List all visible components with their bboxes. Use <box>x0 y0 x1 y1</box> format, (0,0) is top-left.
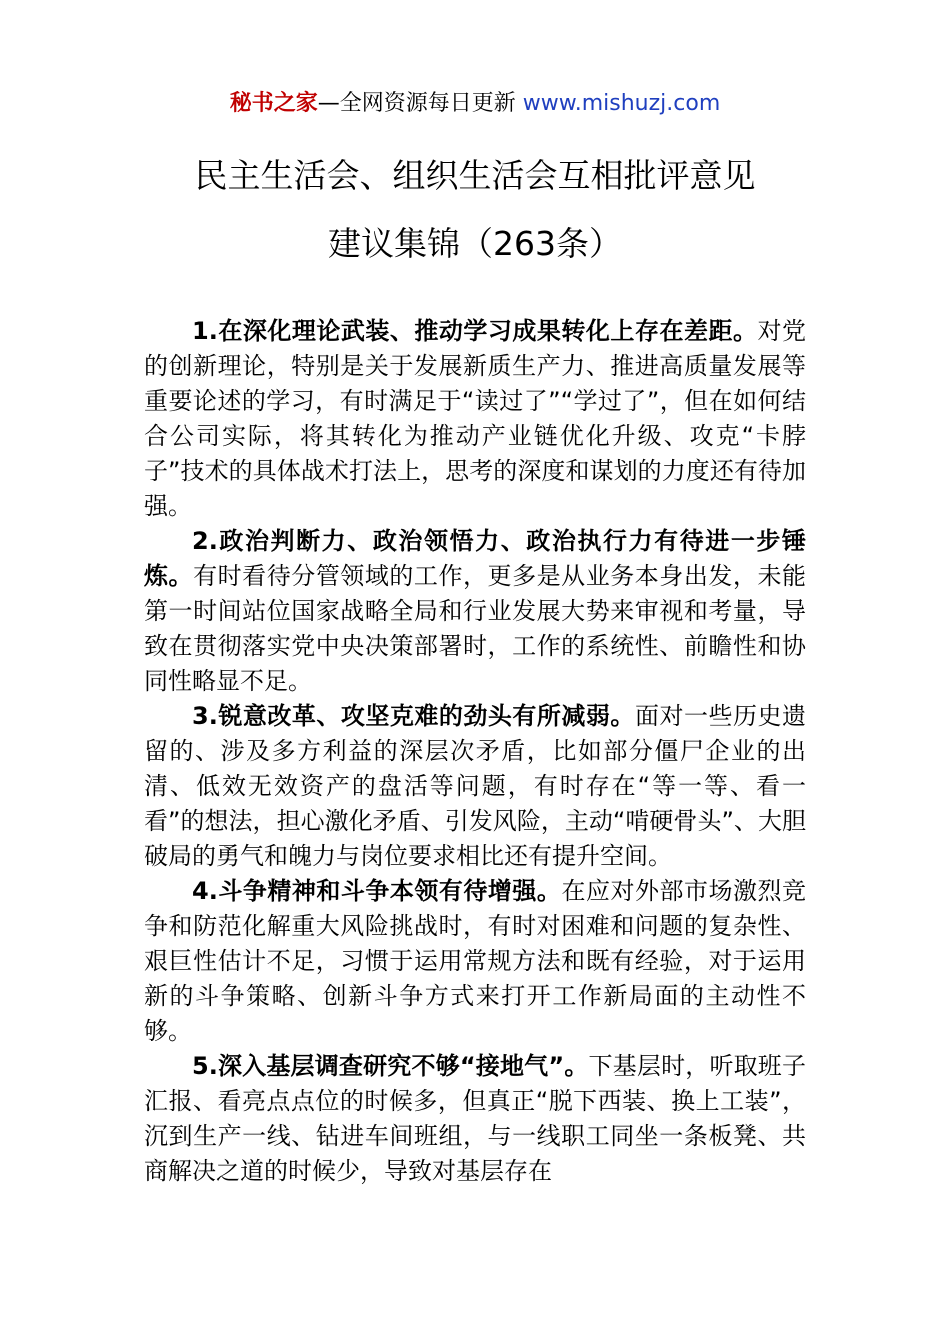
header-tagline: —全网资源每日更新 <box>317 91 523 116</box>
item-body: 下基层时，听取班子汇报、看亮点点位的时候多，但真正“脱下西装、换上工装”，沉到生产一线、钻进车间班组，与一线职工同坐一条板凳、共商解决之道的时候少，导致对基层存在 <box>144 1052 806 1185</box>
item-body: 有时看待分管领域的工作，更多是从业务本身出发，未能第一时间站位国家战略全局和行业发展大势来审视和考量，导致在贯彻落实党中央决策部署时，工作的系统性、前瞻性和协同性略显不足。 <box>144 562 806 695</box>
item-heading: 4.斗争精神和斗争本领有待增强。 <box>192 877 562 905</box>
item-body: 对党的创新理论，特别是关于发展新质生产力、推进高质量发展等重要论述的学习，有时满足于“读过了”“学过了”，但在如何结合公司实际，将其转化为推动产业链优化升级、攻克“卡脖子”技术的具体战术打法上，思考的深度和谋划的力度还有待加强。 <box>144 317 806 520</box>
item-heading: 1.在深化理论武装、推动学习成果转化上存在差距。 <box>192 317 758 345</box>
item-heading: 3.锐意改革、攻坚克难的劲头有所减弱。 <box>192 702 635 730</box>
site-header <box>0 88 950 120</box>
item-body: 面对一些历史遗留的、涉及多方利益的深层次矛盾，比如部分僵尸企业的出清、低效无效资产的盘活等问题，有时存在“等一等、看一看”的想法，担心激化矛盾、引发风险，主动“啃硬骨头”、大胆破局的勇气和魄力与岗位要求相比还有提升空间。 <box>144 702 806 870</box>
document-body <box>144 314 806 1189</box>
document-title-line-2: 建议集锦（263条） <box>328 224 622 263</box>
site-url-link[interactable]: www.mishuzj.com <box>522 91 721 116</box>
document-title-line-1: 民主生活会、组织生活会互相批评意见 <box>194 156 756 195</box>
item-body: 在应对外部市场激烈竞争和防范化解重大风险挑战时，有时对困难和问题的复杂性、艰巨性估计不足，习惯于运用常规方法和既有经验，对于运用新的斗争策略、创新斗争方式来打开工作新局面的主动性不够。 <box>144 877 807 1045</box>
list-item <box>144 314 806 524</box>
brand-name: 秘书之家 <box>229 91 318 116</box>
item-heading: 2.政治判断力、政治领悟力、政治执行力有待进一步锤炼。 <box>144 527 806 590</box>
list-item <box>144 874 806 1049</box>
list-item <box>144 699 806 874</box>
list-item <box>144 1049 806 1189</box>
list-item <box>144 524 806 699</box>
item-heading: 5.深入基层调查研究不够“接地气”。 <box>192 1052 589 1080</box>
